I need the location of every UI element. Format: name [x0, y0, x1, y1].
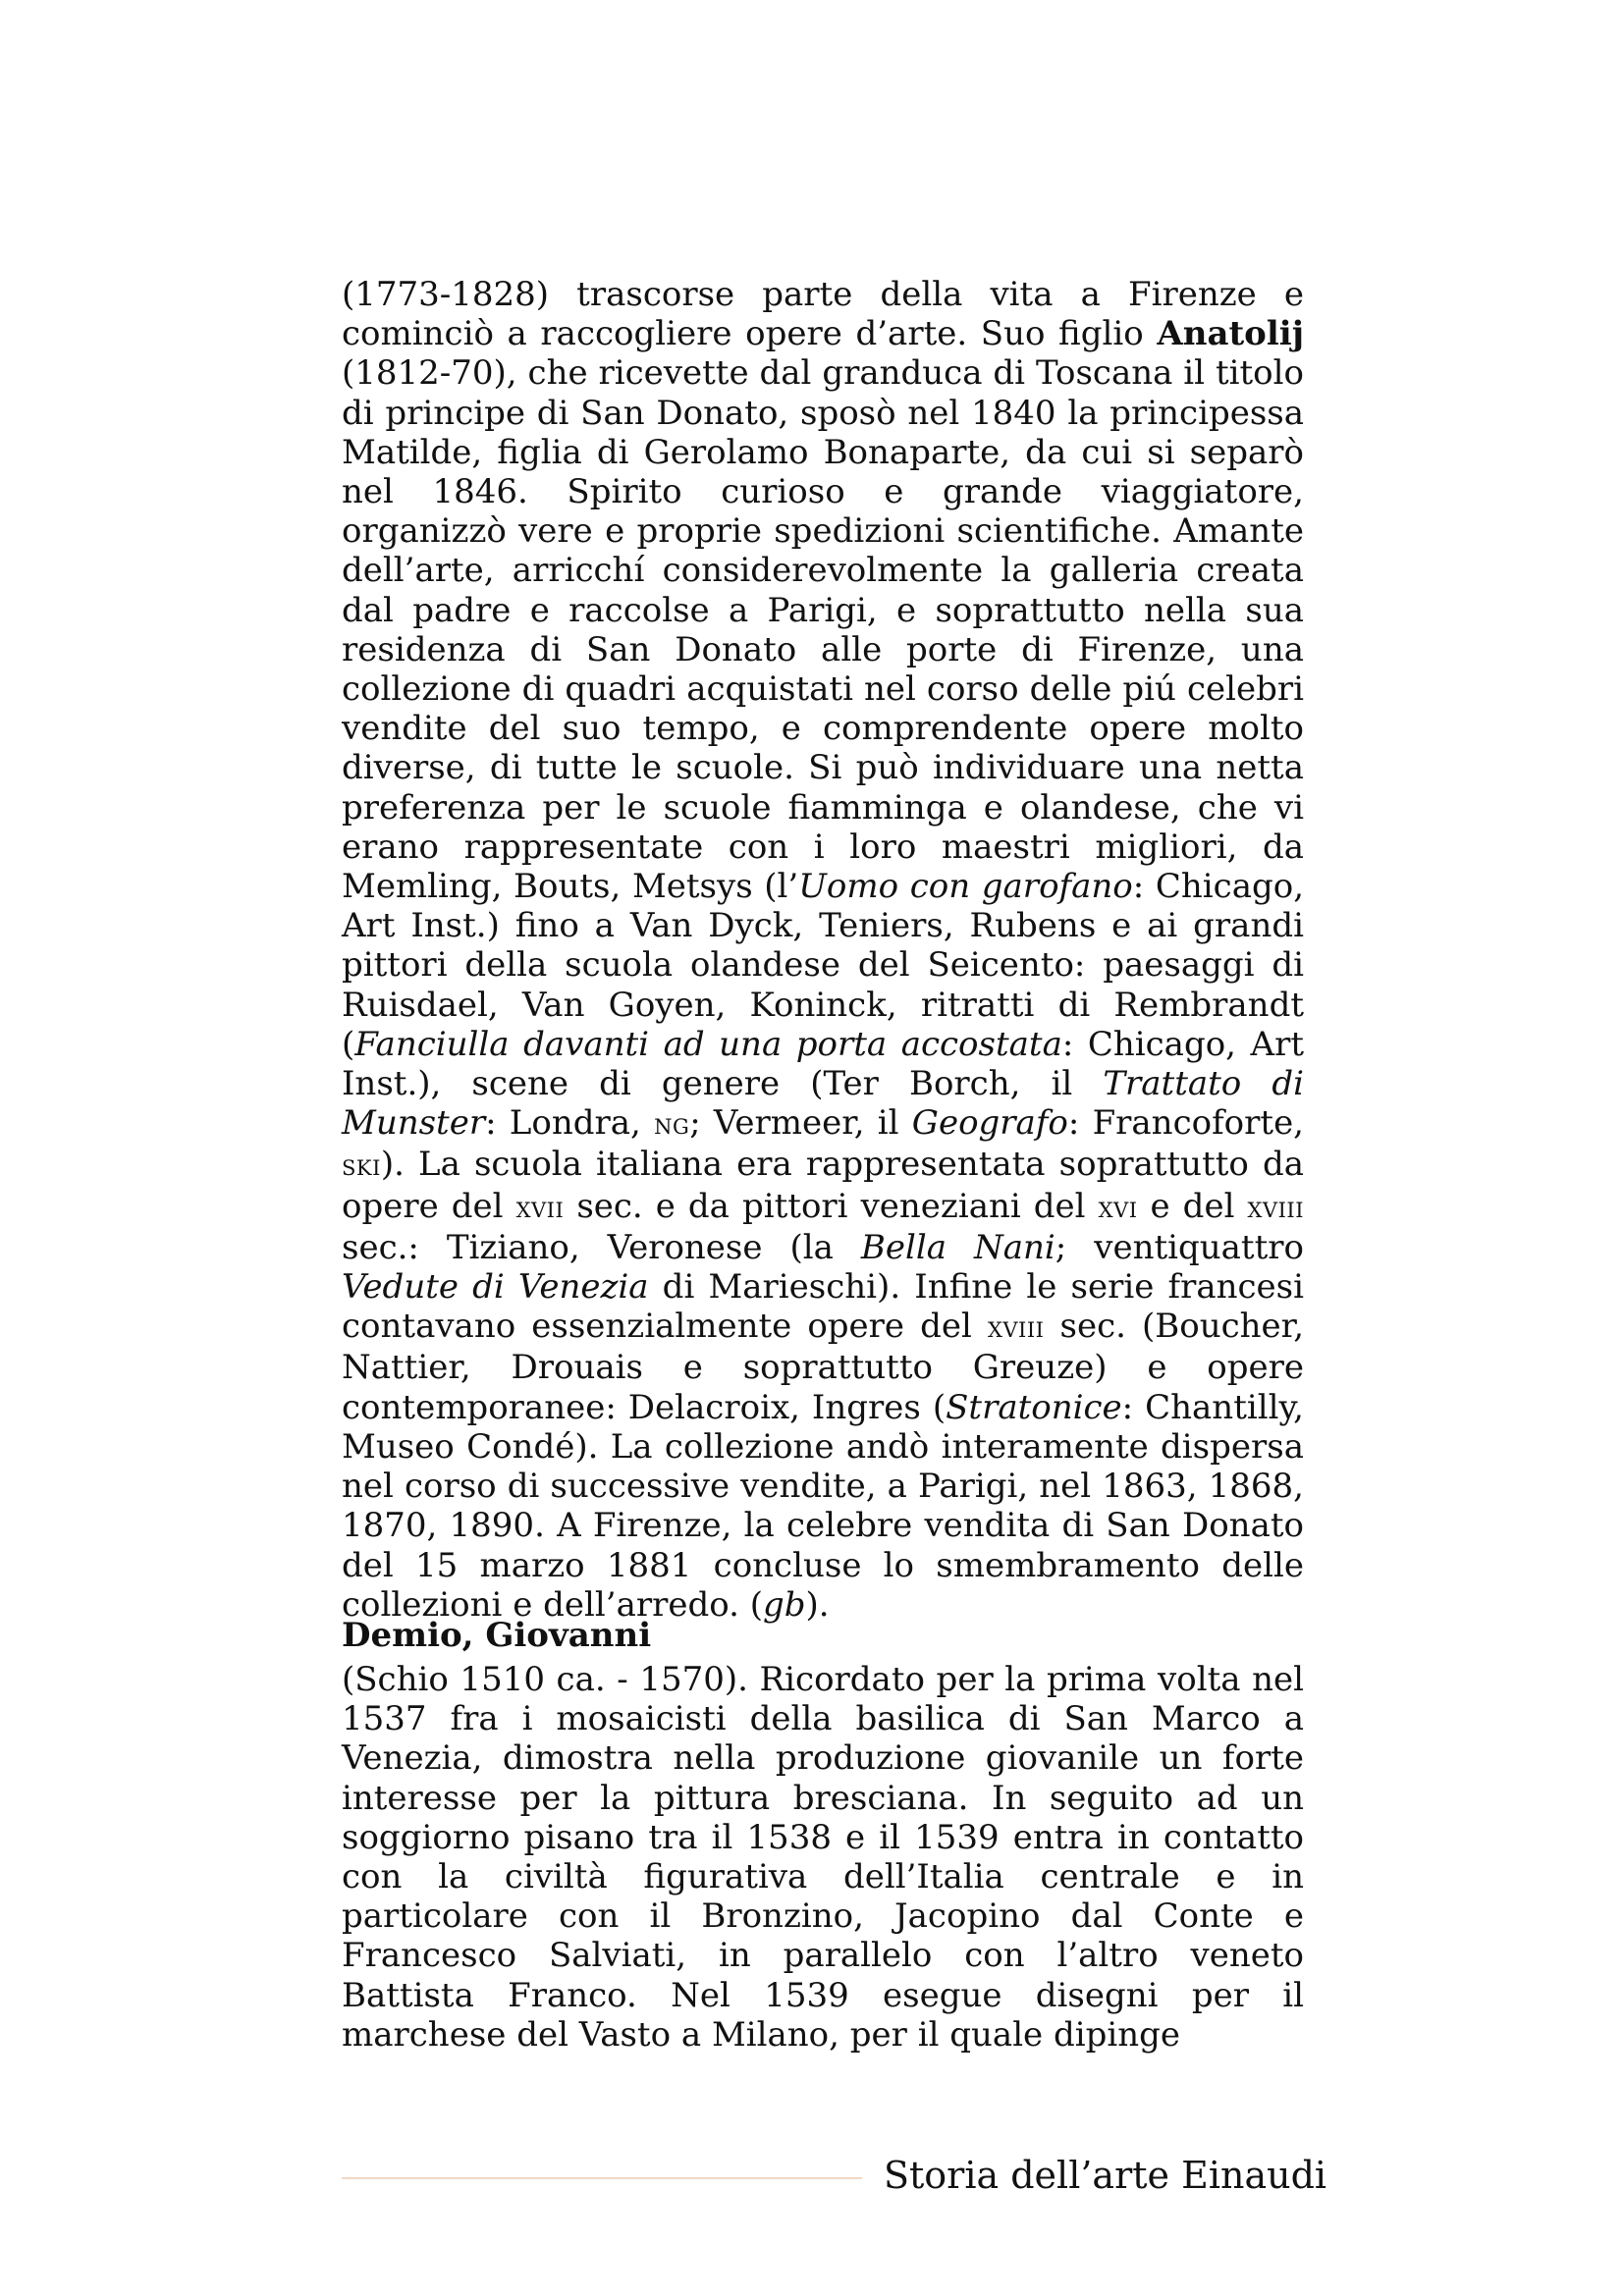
century-numeral: xvi [1098, 1190, 1138, 1225]
century-numeral: xvii [515, 1190, 565, 1225]
text-run: (1773-1828) trascorse parte della vita a Firenze e cominciò a raccogliere opere d’arte. Suo figlio [342, 275, 1304, 354]
artwork-title: Fanciulla davanti ad una porta accostata [354, 1024, 1062, 1064]
name-bold: Anatolij [1157, 314, 1304, 354]
text-run: ). [805, 1584, 830, 1625]
text-run: ; Vermeer, il [689, 1103, 912, 1144]
text-run: sec.: Tiziano, Veronese (la [342, 1227, 861, 1267]
artwork-title: Trattato di Munster [342, 1064, 1304, 1144]
artwork-title: Stratonice [946, 1387, 1122, 1427]
author-initials: gb [763, 1584, 806, 1625]
century-numeral: xviii [1247, 1190, 1304, 1225]
text-run: sec. e da pittori veneziani del [564, 1186, 1099, 1226]
artwork-title: Geografo [911, 1103, 1068, 1144]
entry-demio [342, 1615, 1304, 2055]
text-run: : Chantilly, Museo Condé). La collezione andò interamente dispersa nel corso di successive vendite, a Parigi, nel 1863, 1868, 1870, 1890. A Firenze, la celebre vendita di San Donato del 15 marzo 1881 concluse lo smembramento delle collezioni e dell’arredo. ( [342, 1387, 1304, 1625]
text-run: di Marieschi). Infine le serie francesi contavano essenzialmente opere del [342, 1267, 1304, 1347]
century-numeral: xviii [987, 1310, 1045, 1346]
text-run: : Francoforte, [1067, 1103, 1304, 1144]
artwork-title: Bella Nani [860, 1227, 1055, 1267]
artwork-title: Vedute di Venezia [342, 1267, 649, 1308]
text-run: ). La scuola italiana era rappresentata soprattutto da opere del [342, 1145, 1304, 1226]
text-run: e del [1137, 1186, 1248, 1226]
artwork-title: Uomo con garofano [798, 867, 1133, 907]
entry-text [342, 275, 1304, 1625]
museum-abbrev: ski [342, 1148, 381, 1184]
text-run: : Londra, [485, 1103, 655, 1144]
entry-continued [342, 275, 1304, 1625]
text-run: ; ventiquattro [1055, 1227, 1304, 1267]
entry-text: (Schio 1510 ca. - 1570). Ricordato per la prima volta nel 1537 fra i mosaicisti della basilica di San Marco a Venezia, dimostra nella produzione giovanile un forte interesse per la pittura bresciana. In seguito ad un soggiorno pisano tra il 1538 e il 1539 entra in contatto con la civiltà figurativa dell’Italia centrale e in particolare con il Bronzino, Jacopino dal Conte e Francesco Salviati, in parallelo con l’altro veneto Battista Franco. Nel 1539 esegue disegni per il marchese del Vasto a Milano, per il quale dipinge [342, 1660, 1304, 2055]
text-run: sec. (Boucher, Nattier, Drouais e soprattutto Greuze) e opere contemporanee: Delacroix, Ingres ( [342, 1307, 1304, 1427]
text-run: : Chicago, Art Inst.) fino a Van Dyck, Teniers, Rubens e ai grandi pittori della scuola olandese del Seicento: paesaggi di Ruisdael, Van Goyen, Koninck, ritratti di Rembrandt ( [342, 867, 1305, 1064]
footer-title: Storia dell’arte Einaudi [884, 2154, 1327, 2197]
text-run: (1812-70), che ricevette dal granduca di Toscana il titolo di principe di San Donato, sposò nel 1840 la principessa Matilde, figlia di Gerolamo Bonaparte, da cui si separò nel 1846. Spirito curioso e grande viaggiatore, organizzò vere e proprie spedizioni scientifiche. Amante dell’arte, arricchí considerevolmente la galleria creata dal padre e raccolse a Parigi, e soprattutto nella sua residenza di San Donato alle porte di Firenze, una collezione di quadri acquistati nel corso delle piú celebri vendite del suo tempo, e comprendente opere molto diverse, di tutte le scuole. Si può individuare una netta preferenza per le scuole fiamminga e olandese, che vi erano rappresentate con i loro maestri migliori, da Memling, Bouts, Metsys (l’ [342, 353, 1304, 907]
text-run: : Chicago, Art Inst.), scene di genere (Ter Borch, il [342, 1024, 1304, 1104]
footer-rule [342, 2177, 862, 2179]
entry-heading: Demio, Giovanni [342, 1616, 652, 1655]
museum-abbrev: ng [654, 1107, 690, 1143]
